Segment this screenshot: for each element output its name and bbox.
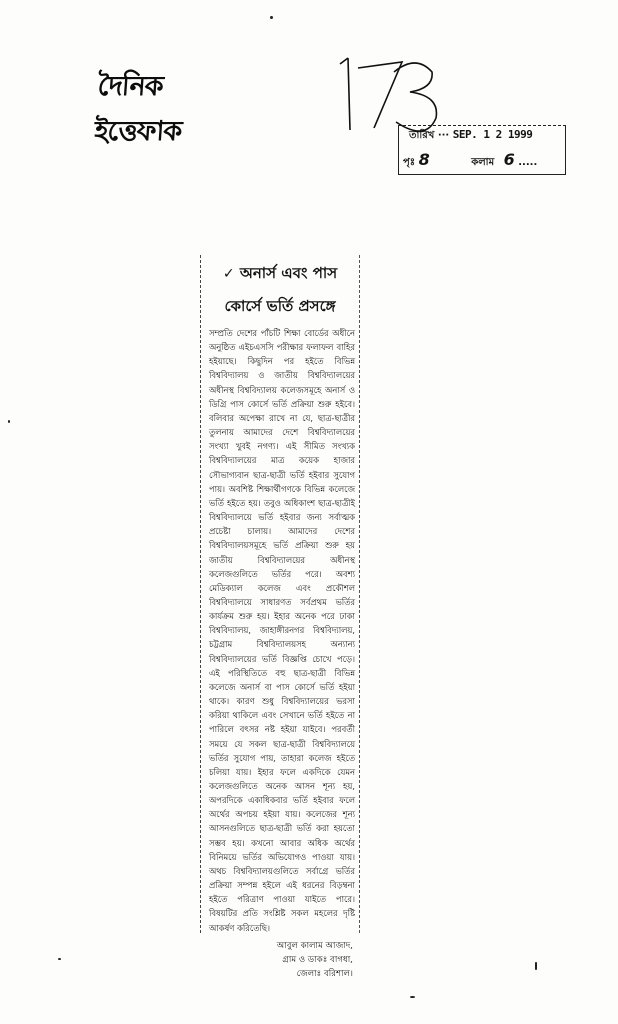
stamp-date-label: তারিখ [409, 130, 435, 141]
checkmark-icon: ✓ [222, 266, 235, 282]
scan-speck [8, 420, 10, 423]
stamp-page-label: পৃঃ [403, 157, 416, 168]
article-signature [221, 939, 353, 981]
scan-speck [410, 996, 415, 998]
author-name: আবুল কালাম আজাদ, [276, 940, 353, 951]
stamp-date-row: তারিখ ··· SEP. 1 2 1999 [409, 128, 533, 141]
newspaper-clipping [200, 255, 360, 979]
stamp-column-label: কলাম [471, 157, 495, 168]
title-line-2: কোর্সে ভর্তি প্রসঙ্গে [224, 297, 336, 315]
title-line-1: অনার্স এবং পাস [239, 264, 338, 282]
author-address-2: জেলাঃ বরিশাল। [296, 968, 353, 979]
stamp-date-value: SEP. 1 2 1999 [452, 128, 533, 141]
article-body: সম্প্রতি দেশের পাঁচটি শিক্ষা বোর্ডের অধীনে অনুষ্ঠিত এইচএসসি পরীক্ষার ফলাফল বাহির হইয়াছে। কিছুদিন পর হইতে বিভিন্ন বিশ্ববিদ্যালয় ও জাতীয় বিশ্ববিদ্যালয়ের অধীনস্থ বিশ্ববিদ্যালয় কলেজসমূহে অনার্স ও ডিগ্রি পাস কোর্সে ভর্তি প্রক্রিয়া শুরু হইবে। বলিবার অপেক্ষা রাখে না যে, ছাত্র-ছাত্রীর তুলনায় আমাদের দেশে বিশ্ববিদ্যালয়ের সংখ্যা খুবই নগণ্য। এই সীমিত সংখ্যক বিশ্ববিদ্যালয়ের মাত্র কয়েক হাজার সৌভাগ্যবান ছাত্র-ছাত্রী ভর্তি হইবার সুযোগ পায়। অবশিষ্ট শিক্ষার্থীগণকে বিভিন্ন কলেজে ভর্তি হইতে হয়। তবুও অধিকাংশ ছাত্র-ছাত্রীই বিশ্ববিদ্যালয়ে ভর্তি হইবার জন্য সর্বাত্মক প্রচেষ্টা চালায়। আমাদের দেশের বিশ্ববিদ্যালয়সমূহে ভর্তি প্রক্রিয়া শুরু হয় জাতীয় বিশ্ববিদ্যালয়ের অধীনস্থ কলেজগুলিতে ভর্তির পরে। অবশ্য মেডিক্যাল কলেজ এবং প্রকৌশল বিশ্ববিদ্যালয়ে সাধারণত সর্বপ্রথম ভর্তির কার্যক্রম শুরু হয়। ইহার অনেক পরে ঢাকা বিশ্ববিদ্যালয়, জাহাঙ্গীরনগর বিশ্ববিদ্যালয়, চট্টগ্রাম বিশ্ববিদ্যালয়সহ অন্যান্য বিশ্ববিদ্যালয়ের ভর্তি বিজ্ঞপ্তি চোখে পড়ে। এই পরিস্থিতিতে বহু ছাত্র-ছাত্রী বিভিন্ন কলেজে অনার্স বা পাস কোর্সে ভর্তি হইয়া থাকে। কারণ শুধু বিশ্ববিদ্যালয়ের ভরসা করিয়া থাকিলে এবং সেখানে ভর্তি হইতে না পারিলে বৎসর নষ্ট হইয়া যাইবে। পরবর্তী সময়ে যে সকল ছাত্র-ছাত্রী বিশ্ববিদ্যালয়ে ভর্তির সুযোগ পায়, তাহারা কলেজ হইতে চলিয়া যায়। ইহার ফলে একদিকে যেমন কলেজগুলিতে অনেক আসন শূন্য হয়, অপরদিকে একাধিকবার ভর্তি হইবার ফলে অর্থের অপচয় হইয়া যায়। কলেজের শূন্য আসনগুলিতে ছাত্র-ছাত্রী ভর্তি করা হয়তো সম্ভব হয়। কখনো আবার অধিক অর্থের বিনিময়ে ভর্তির অভিযোগও পাওয়া যায়। অথচ বিশ্ববিদ্যালয়গুলিতে সর্বাগ্রে ভর্তির প্রক্রিয়া সম্পন্ন হইলে এই ধরনের বিড়ম্বনা হইতে পরিত্রাণ পাওয়া যাইতে পারে। বিষয়টির প্রতি সংশ্লিষ্ট সকল মহলের দৃষ্টি আকর্ষণ করিতেছি। [209, 328, 355, 933]
stamp-column-value: 6 [503, 150, 515, 169]
author-address-1: গ্রাম ও ডাকঃ বাগধা, [282, 954, 353, 965]
newspaper-masthead: দৈনিক ইত্তেফাক [93, 71, 183, 147]
stamp-page-value: 8 [418, 150, 430, 169]
scan-speck [535, 962, 537, 970]
article-title [201, 262, 359, 320]
scan-speck [58, 958, 61, 960]
clipping-date-stamp [398, 125, 566, 175]
scan-speck [270, 16, 273, 19]
stamp-page-row: পৃঃ 8 কলাম 6 ..... [403, 150, 538, 169]
